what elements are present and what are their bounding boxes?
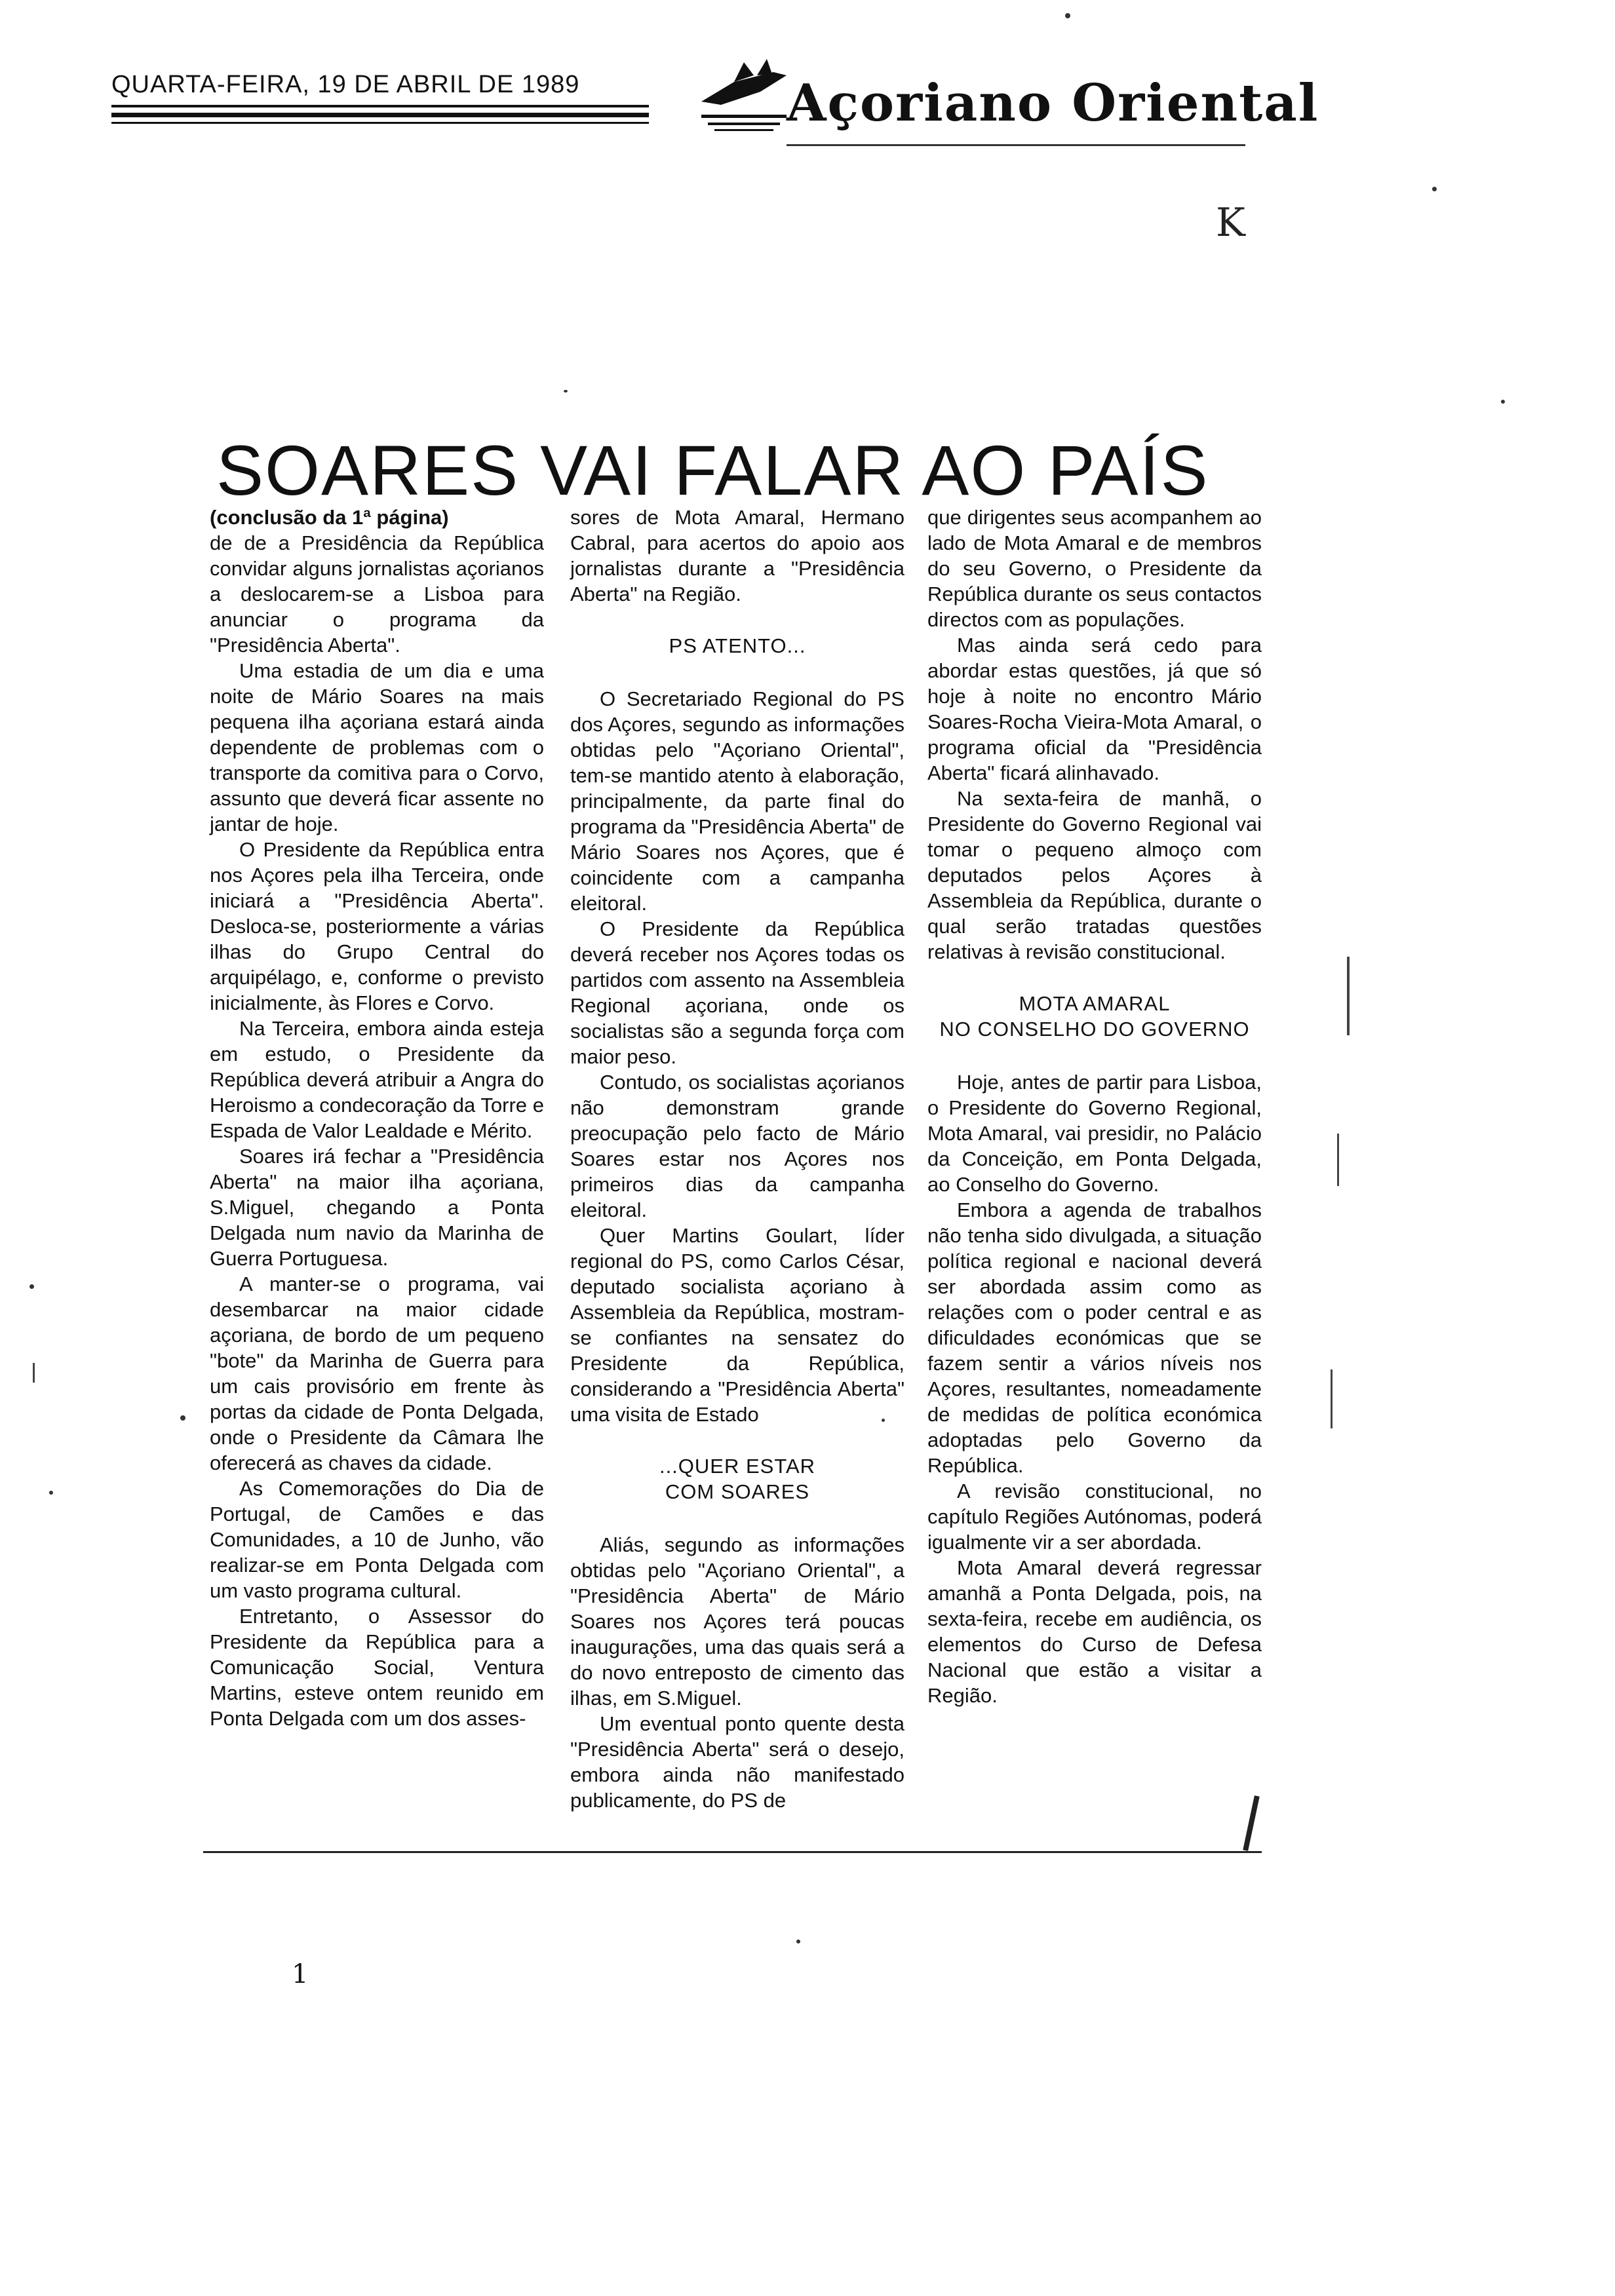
dateline: QUARTA-FEIRA, 19 DE ABRIL DE 1989 (111, 71, 580, 98)
header-rule-thick (111, 113, 649, 117)
paragraph: Entretanto, o Assessor do Presidente da República para a Comunicação Social, Ventura Martins, esteve ontem reunido em Ponta Delgada com um dos asses- (210, 1605, 544, 1730)
paragraph: Uma estadia de um dia e uma noite de Mário Soares na mais pequena ilha açoriana estará ainda dependente de problemas com o transporte da comitiva para o Corvo, assunto que deverá ficar assente no jantar de hoje. (210, 659, 544, 835)
stray-mark: 1 (292, 1959, 309, 1989)
paragraph: sores de Mota Amaral, Hermano Cabral, para acertos do apoio aos jornalistas durante a "Presidência Aberta" na Região. (570, 506, 905, 605)
paragraph: Um eventual ponto quente desta "Presidência Aberta" será o desejo, embora ainda não manifestado publicamente, do PS de (570, 1712, 905, 1812)
paragraph: Soares irá fechar a "Presidência Aberta" na maior ilha açoriana, S.Miguel, chegando a Ponta Delgada num navio da Marinha de Guerra Portuguesa. (210, 1145, 544, 1270)
scan-dash (1331, 1369, 1333, 1428)
scan-speck (1501, 400, 1505, 404)
paragraph: Hoje, antes de partir para Lisboa, o Presidente do Governo Regional, Mota Amaral, vai presidir, no Palácio da Conceição, em Ponta Delgada, ao Conselho do Governo. (927, 1071, 1262, 1196)
scan-dash (1337, 1134, 1339, 1186)
masthead (682, 46, 1319, 151)
article-column-2 (570, 505, 905, 1813)
article-column-3 (927, 505, 1262, 1708)
paragraph: O Secretariado Regional do PS dos Açores, segundo as informações obtidas pelo "Açoriano Oriental", tem-se mantido atento à elaboração, principalmente, da parte final do programa da "Presidência Aberta" de Mário Soares nos Açores, que é coincidente com a campanha eleitoral. (570, 687, 905, 915)
headline: SOARES VAI FALAR AO PAÍS (216, 430, 1209, 510)
paragraph: Mota Amaral deverá regressar amanhã a Ponta Delgada, pois, na sexta-feira, recebe em audiência, os elementos do Curso de Defesa Nacional que estão a visitar a Região. (927, 1556, 1262, 1707)
scan-speck (29, 1284, 34, 1289)
subheading-quer-estar: ...QUER ESTAR COM SOARES (659, 1455, 816, 1503)
continuation-note: (conclusão da 1ª página) (210, 506, 449, 529)
paragraph: Aliás, segundo as informações obtidas pelo "Açoriano Oriental", a "Presidência Aberta" de Mário Soares nos Açores terá poucas inaugurações, uma das quais será a do novo entreposto de cimento das ilhas, em S.Miguel. (570, 1533, 905, 1710)
article-column-1 (210, 505, 544, 1731)
scan-speck (882, 1419, 885, 1422)
subheading-mota-amaral: MOTA AMARAL NO CONSELHO DO GOVERNO (939, 992, 1250, 1041)
ship-emblem-icon (695, 56, 793, 134)
paragraph: A revisão constitucional, no capítulo Regiões Autónomas, poderá igualmente vir a ser abordada. (927, 1480, 1262, 1554)
margin-mark: K (1216, 200, 1245, 246)
paragraph: O Presidente da República entra nos Açores pela ilha Terceira, onde iniciará a "Presidência Aberta". Desloca-se, posteriormente a várias ilhas do Grupo Central do arquipélago, e, conforme o previsto inicialmente, às Flores e Corvo. (210, 838, 544, 1014)
paragraph: O Presidente da República deverá receber nos Açores todas os partidos com assento na Assembleia Regional açoriana, onde os socialistas são a segunda força com maior peso. (570, 917, 905, 1068)
masthead-title: Açoriano Oriental (787, 73, 1319, 133)
scan-speck (1432, 187, 1437, 191)
subheading-ps-atento: PS ATENTO... (669, 634, 806, 657)
paragraph: Mas ainda será cedo para abordar estas questões, já que só hoje à noite no encontro Mário Soares-Rocha Vieira-Mota Amaral, o programa oficial da "Presidência Aberta" ficará alinhavado. (927, 634, 1262, 784)
header-rule-thin (111, 105, 649, 107)
paragraph: Na sexta-feira de manhã, o Presidente do Governo Regional vai tomar o pequeno almoço com deputados pelos Açores à Assembleia da República, durante o qual serão tratadas questões relativas à revisão constitucional. (927, 787, 1262, 963)
paragraph: que dirigentes seus acompanhem ao lado de Mota Amaral e de membros do seu Governo, o Presidente da República durante os seus contactos directos com as populações. (927, 506, 1262, 631)
scan-dash (33, 1363, 35, 1383)
paragraph: As Comemorações do Dia de Portugal, de Camões e das Comunidades, a 10 de Junho, vão realizar-se em Ponta Delgada com um vasto programa cultural. (210, 1477, 544, 1602)
paragraph: Contudo, os socialistas açorianos não demonstram grande preocupação pelo facto de Mário Soares estar nos Açores nos primeiros dias da campanha eleitoral. (570, 1071, 905, 1221)
scan-speck (796, 1940, 800, 1943)
end-mark (1243, 1795, 1259, 1851)
scan-speck (564, 390, 568, 392)
scan-dash (1347, 957, 1350, 1035)
paragraph: de de a Presidência da República convidar alguns jornalistas açorianos a deslocarem-se a Lisboa para anunciar o programa da "Presidência Aberta". (210, 531, 544, 657)
masthead-rule (787, 144, 1245, 146)
scan-speck (49, 1491, 53, 1495)
article-bottom-rule (203, 1851, 1262, 1853)
paragraph: Embora a agenda de trabalhos não tenha sido divulgada, a situação política regional e nacional deverá ser abordada assim como as relações com o poder central e as dificuldades económicas que se fazem sentir a vários níveis nos Açores, resultantes, nomeadamente de medidas de política económica adoptadas pelo Governo da República. (927, 1198, 1262, 1477)
paragraph: Na Terceira, embora ainda esteja em estudo, o Presidente da República deverá atribuir a Angra do Heroismo a condecoração da Torre e Espada de Valor Lealdade e Mérito. (210, 1017, 544, 1142)
paragraph: Quer Martins Goulart, líder regional do PS, como Carlos César, deputado socialista açoriano à Assembleia da República, mostram-se confiantes na sensatez do Presidente da República, considerando a "Presidência Aberta" uma visita de Estado (570, 1224, 905, 1426)
scan-speck (1065, 13, 1070, 18)
paragraph: A manter-se o programa, vai desembarcar na maior cidade açoriana, de bordo de um pequeno "bote" da Marinha de Guerra para um cais provisório em frente às portas da cidade de Ponta Delgada, onde o Presidente da Câmara lhe oferecerá as chaves da cidade. (210, 1272, 544, 1474)
header-rule-bottom (111, 122, 649, 124)
scan-speck (180, 1415, 185, 1421)
